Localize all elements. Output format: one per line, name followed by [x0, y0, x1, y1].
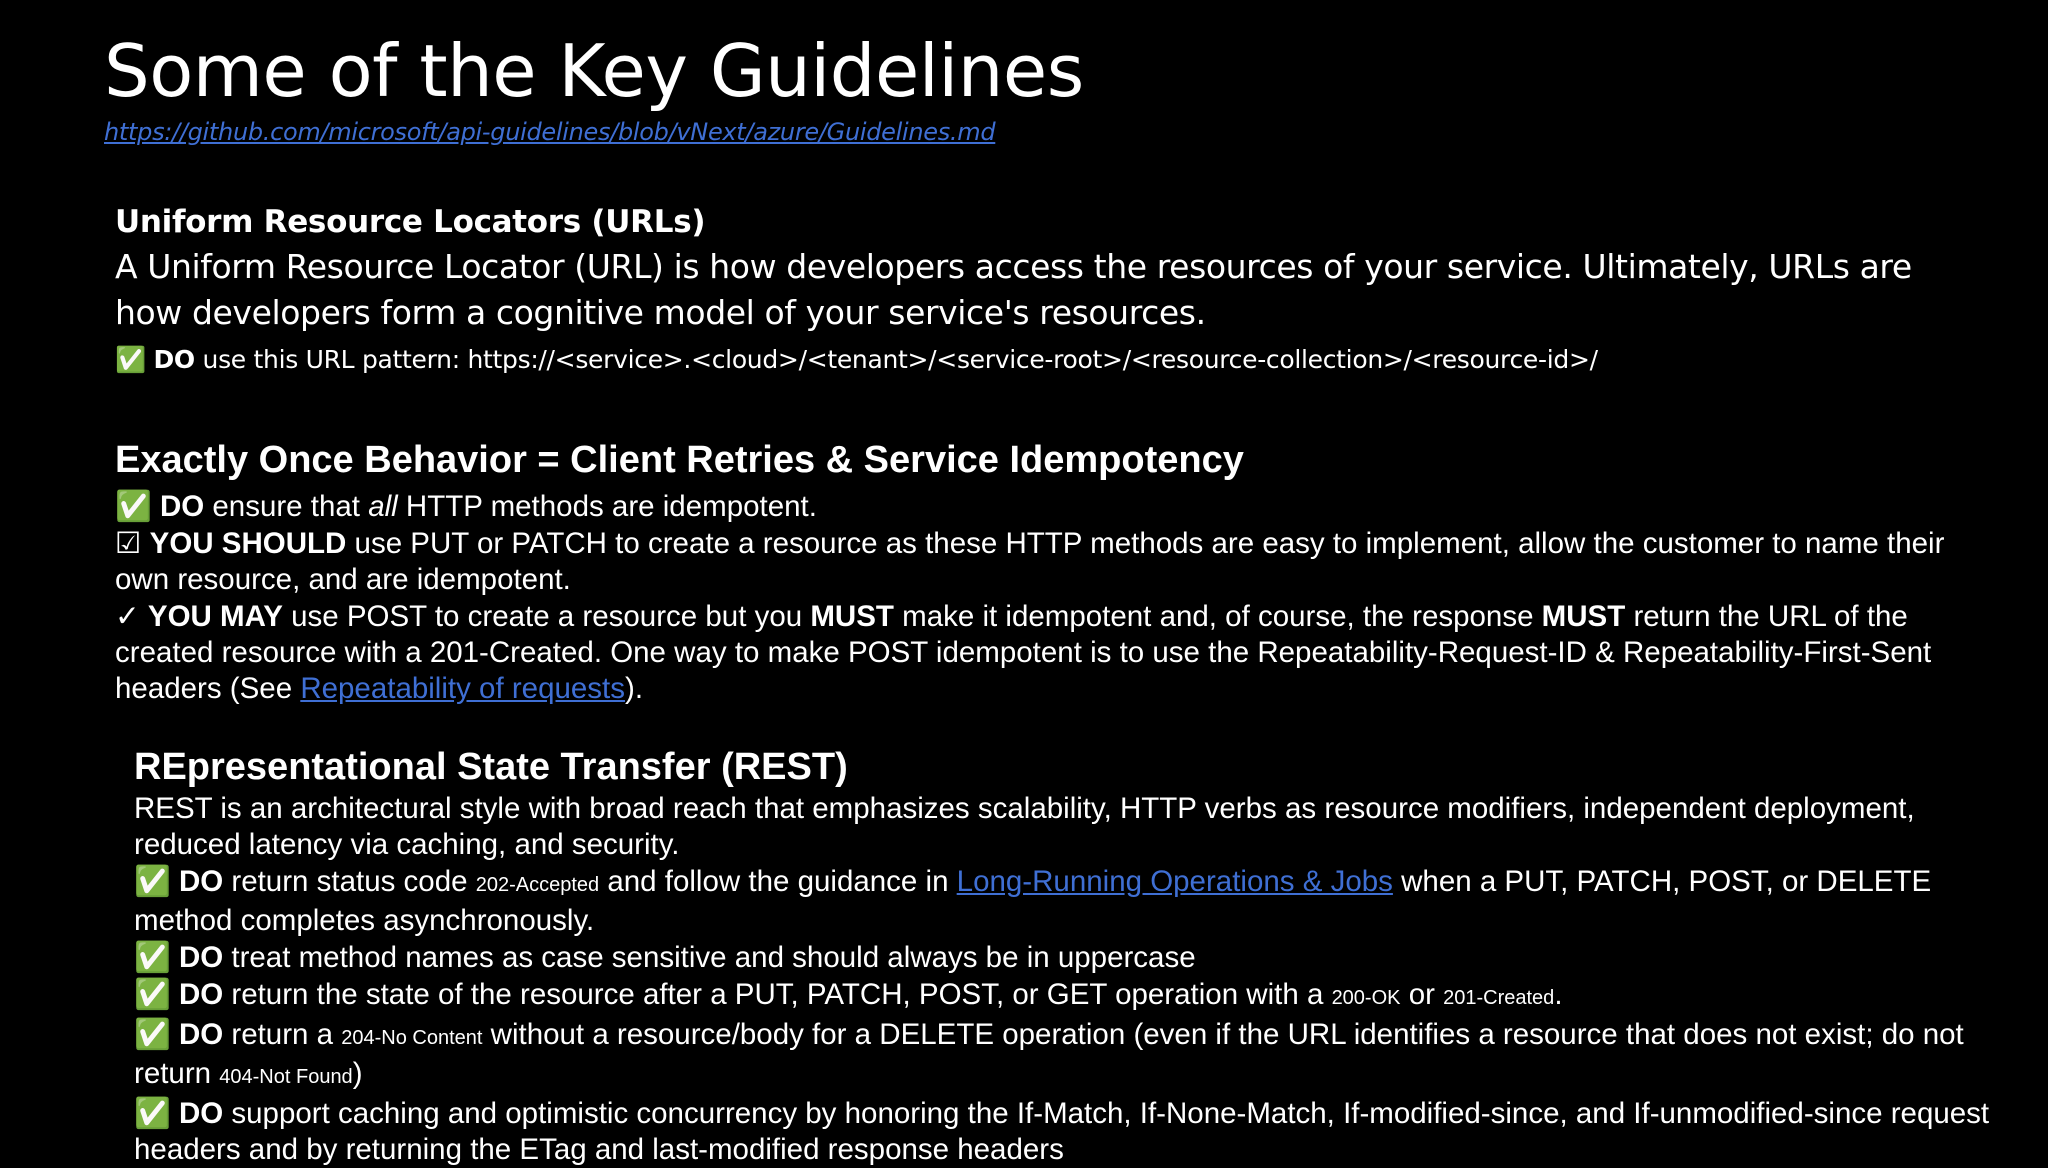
checkmark-icon: ✓ [115, 599, 140, 633]
rule-keyword: DO [178, 865, 224, 898]
check-icon: ✅ [134, 1096, 171, 1130]
status-202-rule: ✅ DO return status code 202-Accepted and follow the guidance in Long-Running Operations & Jobs when a PUT, PATCH, POST, or DELETE method completes asynchronously. [134, 864, 1932, 937]
caching-rule: ✅ DO support caching and optimistic concurrency by honoring the If-Match, If-None-Match, If-modified-since, and If-unmodified-since request headers and by returning the ETag and last-modified response headers [134, 1096, 1990, 1166]
check-icon: ✅ [134, 977, 171, 1011]
rule-keyword: DO [159, 490, 205, 523]
check-icon: ✅ [115, 345, 146, 374]
rule-keyword: DO [178, 1018, 224, 1051]
rule-keyword: DO [178, 1097, 224, 1130]
delete-204-rule: ✅ DO return a 204-No Content without a resource/body for a DELETE operation (even if the URL identifies a resource that does not exist; do not return 404-Not Found) [134, 1017, 1964, 1090]
rule-keyword: DO [178, 941, 224, 974]
check-icon: ✅ [115, 489, 152, 523]
rest-section [134, 743, 1994, 1168]
rest-description: REST is an architectural style with broad reach that emphasizes scalability, HTTP verbs as resource modifiers, independent deployment, reduced latency via caching, and security. [134, 792, 1915, 861]
exactly-once-section [115, 436, 1975, 707]
method-names-rule: ✅ DO treat method names as case sensitive and should always be in uppercase [134, 940, 1196, 974]
guidelines-source-link[interactable]: https://github.com/microsoft/api-guidelines/blob/vNext/azure/Guidelines.md [104, 118, 996, 146]
put-patch-rule: ☑ YOU SHOULD use PUT or PATCH to create a resource as these HTTP methods are easy to implement, allow the customer to name their own resource, and are idempotent. [115, 526, 1945, 596]
rule-keyword: YOU SHOULD [149, 527, 347, 560]
rule-text: use this URL pattern: https://<service>.<cloud>/<tenant>/<service-root>/<resource-collection>/<resource-id>/ [194, 345, 1598, 374]
urls-rule [115, 338, 2015, 382]
urls-description: A Uniform Resource Locator (URL) is how developers access the resources of your service. Ultimately, URLs are how developers form a cognitive model of your service's resources. [115, 247, 1912, 332]
repeatability-link[interactable]: Repeatability of requests [300, 672, 625, 705]
slide-title: Some of the Key Guidelines [104, 29, 1084, 113]
post-rule: ✓ YOU MAY use POST to create a resource but you MUST make it idempotent and, of course, the response MUST return the URL of the created resource with a 201-Created. One way to make POST idempotent is to use the Repeatability-Request-ID & Repeatability-First-Sent headers (See Repeatability of requests). [115, 599, 1932, 705]
check-icon: ✅ [134, 1017, 171, 1051]
long-running-operations-link[interactable]: Long-Running Operations & Jobs [956, 865, 1393, 898]
urls-heading: Uniform Resource Locators (URLs) [115, 204, 706, 240]
return-state-rule: ✅ DO return the state of the resource after a PUT, PATCH, POST, or GET operation with a 200-OK or 201-Created. [134, 977, 1563, 1011]
idempotent-rule: ✅ DO ensure that all HTTP methods are idempotent. [115, 489, 817, 523]
checkbox-icon: ☑ [115, 526, 142, 560]
exactly-once-heading: Exactly Once Behavior = Client Retries & Service Idempotency [115, 439, 1244, 481]
rule-keyword: DO [153, 345, 195, 374]
rest-heading: REpresentational State Transfer (REST) [134, 746, 848, 788]
rule-keyword: DO [178, 978, 224, 1011]
urls-section [115, 200, 2015, 382]
check-icon: ✅ [134, 864, 171, 898]
check-icon: ✅ [134, 940, 171, 974]
rule-keyword: YOU MAY [147, 600, 283, 633]
